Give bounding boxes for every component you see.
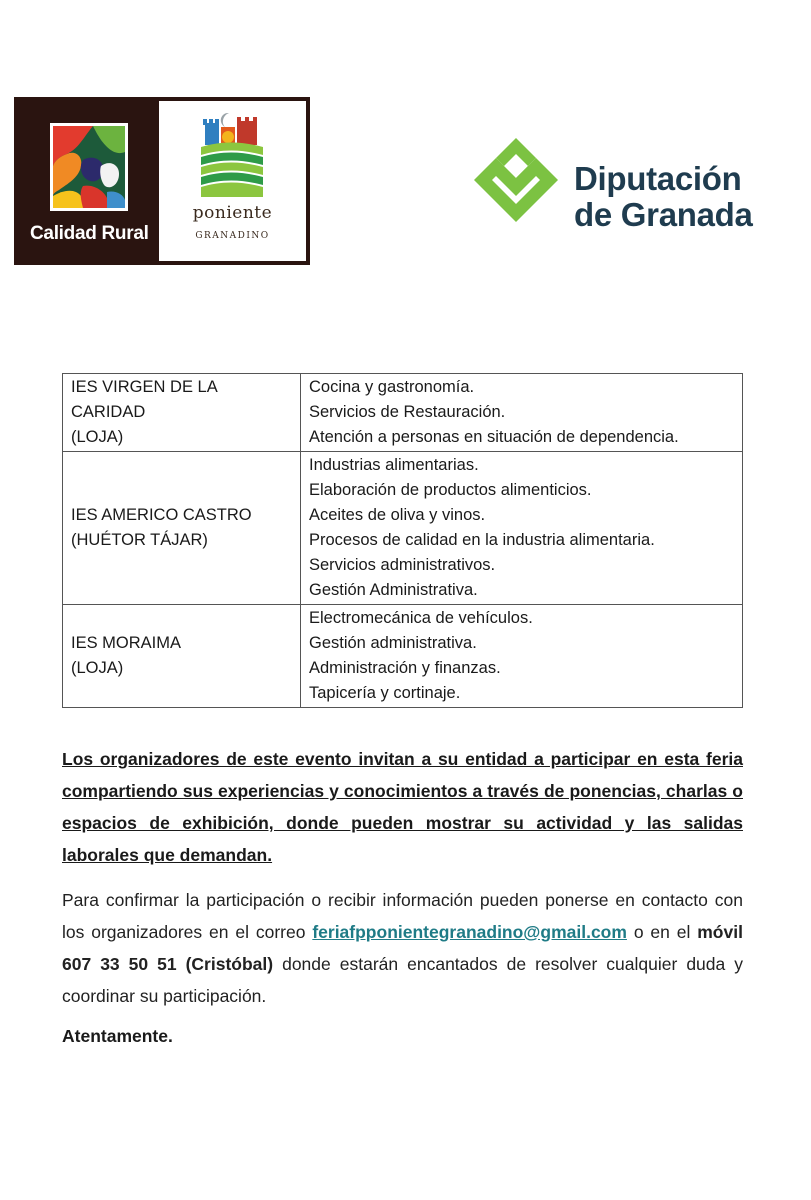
course-item: Gestión Administrativa. <box>309 581 478 599</box>
poniente-granadino-line1: poniente <box>192 203 273 223</box>
course-item: Gestión administrativa. <box>309 634 477 652</box>
course-item: Administración y finanzas. <box>309 659 501 677</box>
calidad-rural-emblem-icon <box>50 123 128 211</box>
courses-cell <box>301 605 743 708</box>
center-name: IES MORAIMA <box>71 634 182 652</box>
poniente-granadino-emblem-icon <box>201 111 263 202</box>
diputacion-line1: Diputación <box>574 160 742 197</box>
center-name: IES VIRGEN DE LA CARIDAD <box>71 378 217 421</box>
signoff: Atentamente. <box>62 1026 173 1046</box>
diputacion-line2: de Granada <box>574 196 753 233</box>
center-town: (LOJA) <box>71 659 124 677</box>
center-cell <box>63 374 301 452</box>
poniente-granadino-logo <box>159 101 306 261</box>
center-town: (HUÉTOR TÁJAR) <box>71 531 208 549</box>
contact-mid: o en el <box>633 922 691 942</box>
course-item: Servicios administrativos. <box>309 556 496 574</box>
contact-paragraph <box>62 884 743 1012</box>
course-item: Industrias alimentarias. <box>309 456 479 474</box>
center-cell <box>63 452 301 605</box>
contact-email-link[interactable]: feriafpponientegranadino@gmail.com <box>312 922 627 942</box>
calidad-rural-label: Calidad Rural <box>30 223 149 244</box>
center-town: (LOJA) <box>71 428 124 446</box>
schools-table <box>62 373 743 708</box>
contact-intro: Para confirmar la participación o recibir información pueden ponerse en contacto con los organizadores en el correo <box>62 890 743 942</box>
course-item: Electromecánica de vehículos. <box>309 609 533 627</box>
course-item: Aceites de oliva y vinos. <box>309 506 486 524</box>
table-row <box>63 374 743 452</box>
diputacion-heart-mark-icon <box>466 130 566 235</box>
course-item: Cocina y gastronomía. <box>309 378 475 396</box>
table-row <box>63 605 743 708</box>
table-row <box>63 452 743 605</box>
course-item: Atención a personas en situación de dependencia. <box>309 428 679 446</box>
contact-outro: donde estarán encantados de resolver cualquier duda y coordinar su participación. <box>62 954 743 1006</box>
courses-cell <box>301 374 743 452</box>
course-item: Procesos de calidad en la industria alimentaria. <box>309 531 655 549</box>
center-name: IES AMERICO CASTRO <box>71 506 252 524</box>
courses-cell <box>301 452 743 605</box>
course-item: Elaboración de productos alimenticios. <box>309 481 592 499</box>
contact-phone: móvil 607 33 50 51 (Cristóbal) <box>62 922 743 974</box>
course-item: Servicios de Restauración. <box>309 403 506 421</box>
poniente-granadino-line2: granadino <box>195 227 270 242</box>
center-cell <box>63 605 301 708</box>
calidad-rural-poniente-logo <box>14 97 310 265</box>
invitation-paragraph: Los organizadores de este evento invitan a su entidad a participar en esta feria compartiendo sus experiencias y conocimientos a través de ponencias, charlas o espacios de exhibición, donde pueden mostrar su actividad y las salidas laborales que demandan. <box>62 749 743 865</box>
diputacion-granada-logo <box>466 130 766 240</box>
course-item: Tapicería y cortinaje. <box>309 684 461 702</box>
